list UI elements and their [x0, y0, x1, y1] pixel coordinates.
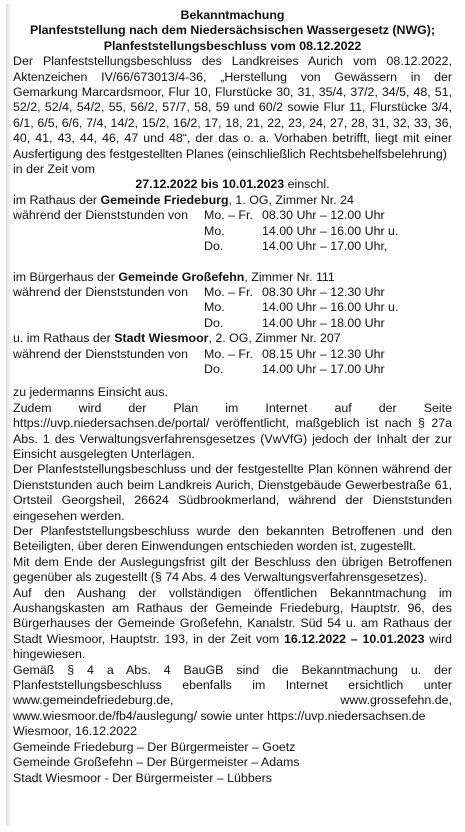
landkreis-paragraph: Der Planfeststellungsbeschluss und der festgestellte Plan können während der Dienststunden auch beim Landkreis Aurich, Dienstgebäude Gewerbestraße 61, Ortsteil Georgsheil, 26624 Südbrookmerland, während der Dienststunden eingesehen werden. — [13, 462, 452, 523]
aushang-dates: 16.12.2022 – 10.01.2023 — [284, 631, 425, 646]
internet-paragraph: Zudem wird der Plan im Internet auf der Seite https://uvp.niedersachsen.de/portal/ veröffentlicht, maßgeblich ist nach § 27a Abs. 1 des Verwaltungsverfahrensgesetzes (VwVfG) jedoch der Inhalt der zur Einsicht ausgelegten Unterlagen. — [13, 400, 452, 461]
hours-row: Do. 14.00 Uhr – 17.00 Uhr, — [204, 239, 388, 254]
hours-row: während der Dienststunden von Mo. – Fr. 08.30 Uhr – 12.00 Uhr — [13, 208, 385, 223]
hours-row: Do. 14.00 Uhr – 17.00 Uhr — [204, 361, 385, 376]
signature-friedeburg: Gemeinde Friedeburg – Der Bürgermeister – Goetz — [13, 739, 296, 754]
period-label: in der Zeit vom — [13, 162, 95, 177]
announcement-subtitle-2: Planfeststellungsbeschluss vom 08.12.2022 — [103, 38, 362, 53]
frist-paragraph: Mit dem Ende der Auslegungsfrist gilt der Beschluss den übrigen Betroffenen gegenüber als zugestellt (§ 74 Abs. 4 des Verwaltungsverfahrensgesetzes). — [13, 554, 452, 585]
signature-wiesmoor: Stadt Wiesmoor - Der Bürgermeister – Lübbers — [13, 770, 272, 785]
period-dates: 27.12.2022 bis 10.01.2023 — [135, 177, 285, 192]
place-date: Wiesmoor, 16.12.2022 — [13, 724, 137, 739]
location-name: Stadt Wiesmoor — [114, 331, 209, 346]
location-grossefehn: im Bürgerhaus der Gemeinde Großefehn, Zimmer Nr. 111 — [13, 269, 335, 284]
intro-paragraph: Der Planfeststellungsbeschluss des Landkreises Aurich vom 08.12.2022, Aktenzeichen IV/66/673013/4-36, „Herstellung von Gewässern in der Gemarkung Marcardsmoor, Flur 10, Flurstücke 30, 31, 35/4, 37/2, 34/5, 48, 51, 52/2, 52/4, 54/2, 55, 56/2, 57/7, 58, 59 und 60/2 sowie Flur 11, Flurstücke 3/4, 6/1, 6/5, 6/6, 7/4, 14/2, 15/2, 16/2, 17, 18, 21, 22, 23, 24, 27, 28, 31, 32, 33, 36, 40, 41, 43, 44, 46, 47 und 48“, der das o. a. Vorhaben betrifft, liegt mit einer Ausfertigung des festgestellten Planes (einschließlich Rechtsbehelfsbelehrung) — [13, 54, 452, 161]
announcement-subtitle-1: Planfeststellung nach dem Niedersächsischen Wassergesetz (NWG); — [29, 23, 436, 38]
period-suffix: einschl. — [284, 177, 330, 192]
announcement-title: Bekanntmachung — [180, 8, 285, 22]
location-name: Gemeinde Großefehn — [118, 269, 245, 284]
zugestellt-paragraph: Der Planfeststellungsbeschluss wurde den bekannten Betroffenen und den Beteiligten, über deren Einwendungen entschieden worden ist, zugestellt. — [13, 524, 452, 554]
hours-row: Mo. 14.00 Uhr – 16.00 Uhr u. — [204, 300, 399, 315]
location-name: Gemeinde Friedeburg — [100, 192, 229, 207]
signature-grossefehn: Gemeinde Großefehn – Der Bürgermeister – Adams — [13, 755, 300, 770]
baugb-paragraph: Gemäß § 4 a Abs. 4 BauGB sind die Bekanntmachung u. der Planfeststellungsbeschluss ebenfalls im Internet ersichtlich unter www.gemeindefriedeburg.de, www.grossefehn.de, www.wiesmoor.de/fb4/auslegung/ sowie unter https://uvp.niedersachsen.de — [13, 662, 452, 723]
location-friedeburg: im Rathaus der Gemeinde Friedeburg, 1. OG, Zimmer Nr. 24 — [13, 192, 354, 207]
period-line — [13, 177, 452, 192]
aushang-paragraph: Auf den Aushang der vollständigen öffentlichen Bekanntmachung im Aushangskasten am Rathaus der Gemeinde Friedeburg, Hauptstr. 96, des Bürgerhauses der Gemeinde Großefehn, Kanalstr. Süd 54 u. am Rathaus der Stadt Wiesmoor, Hauptstr. 193, in der Zeit vom 16.12.2022 – 10.01.2023 wird hingewiesen. — [13, 585, 452, 662]
hours-row: während der Dienststunden von Mo. – Fr. 08.30 Uhr – 12.30 Uhr — [13, 284, 385, 299]
inspection-note: zu jedermanns Einsicht aus. — [13, 385, 168, 400]
hours-row: Mo. 14.00 Uhr – 16.00 Uhr u. — [204, 223, 399, 238]
hours-row: während der Dienststunden von Mo. – Fr. 08.15 Uhr – 12.30 Uhr — [13, 346, 385, 361]
hours-row: Do. 14.00 Uhr – 18.00 Uhr — [204, 315, 385, 330]
location-wiesmoor: u. im Rathaus der Stadt Wiesmoor, 2. OG, Zimmer Nr. 207 — [13, 331, 341, 346]
